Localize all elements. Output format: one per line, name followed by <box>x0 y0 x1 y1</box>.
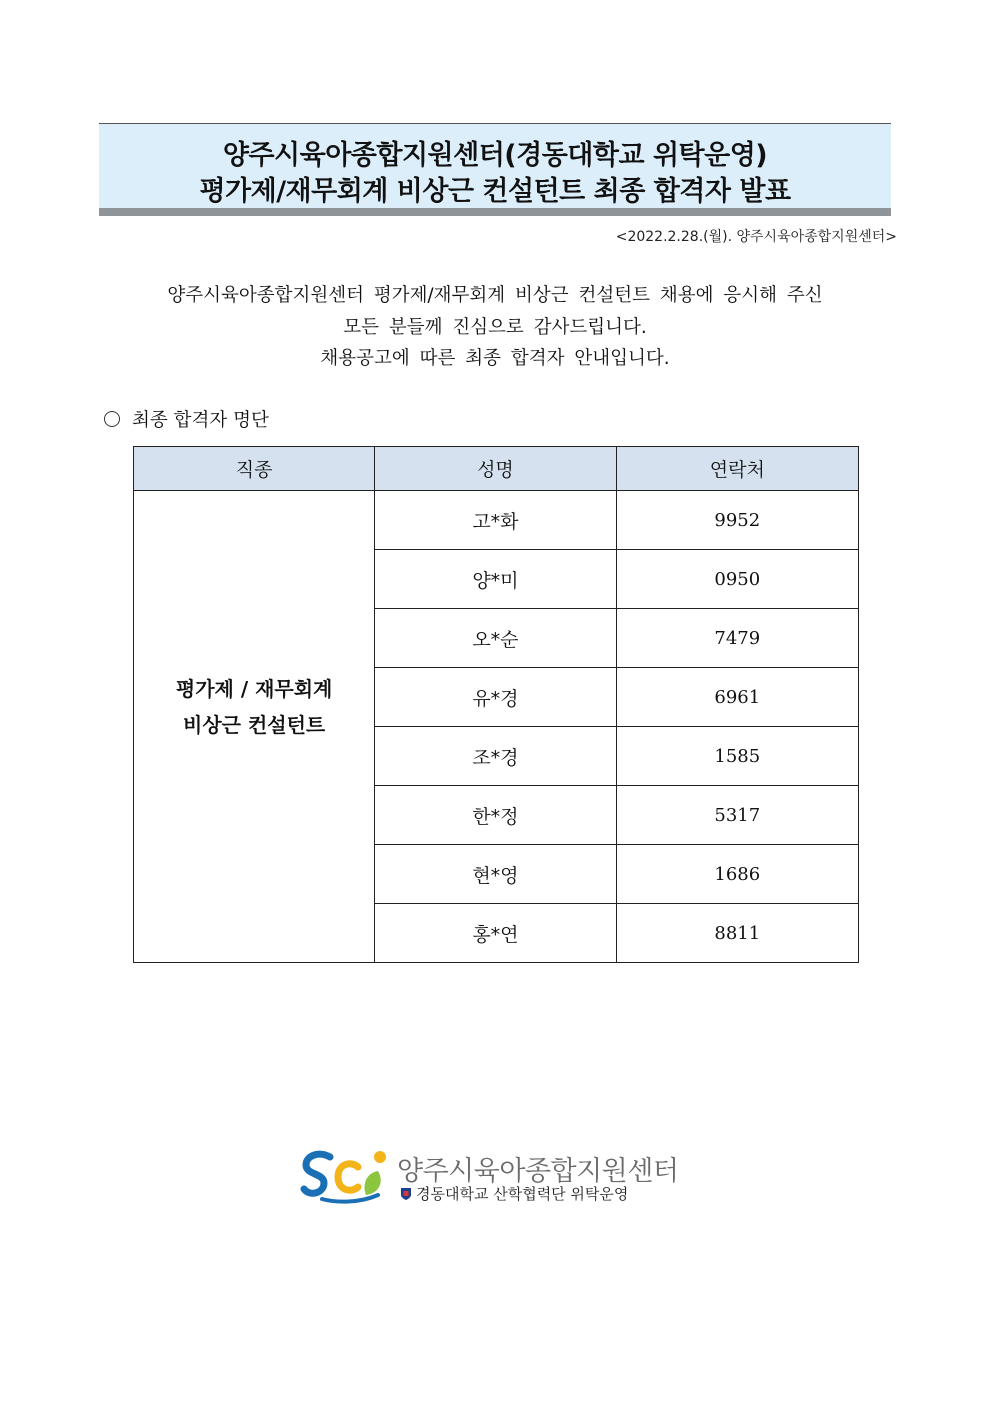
job-type-line-1: 평가제 / 재무회계 <box>175 676 333 701</box>
center-logo-mark-icon <box>300 1145 392 1205</box>
intro-line-2: 모든 분들께 진심으로 감사드립니다. <box>343 317 647 338</box>
candidate-name: 조*경 <box>375 727 616 786</box>
candidate-contact: 6961 <box>616 668 858 727</box>
candidate-name: 오*순 <box>375 609 616 668</box>
candidate-contact: 1585 <box>616 727 858 786</box>
page-title-line-1: 양주시육아종합지원센터(경동대학교 위탁운영) <box>222 140 768 171</box>
intro-line-3: 채용공고에 따른 최종 합격자 안내입니다. <box>320 348 670 369</box>
section-heading-label: 최종 합격자 명단 <box>132 410 269 431</box>
successful-candidates-table <box>133 446 859 963</box>
circle-bullet-icon <box>104 411 120 427</box>
candidate-contact: 9952 <box>616 491 858 550</box>
candidate-contact: 8811 <box>616 904 858 963</box>
candidate-contact: 7479 <box>616 609 858 668</box>
candidate-contact: 5317 <box>616 786 858 845</box>
job-type-cell <box>134 491 375 963</box>
date-issuer-line: <2022.2.28.(월). 양주시육아종합지원센터> <box>615 229 897 245</box>
operator-line <box>399 1183 628 1204</box>
job-type-line-2: 비상근 컨설턴트 <box>183 712 326 737</box>
university-seal-icon <box>399 1187 413 1201</box>
candidate-name: 현*영 <box>375 845 616 904</box>
page-title-line-2: 평가제/재무회계 비상근 컨설턴트 최종 합격자 발표 <box>199 176 791 207</box>
section-heading <box>104 406 269 432</box>
table-row <box>134 491 859 550</box>
candidate-contact: 0950 <box>616 550 858 609</box>
candidate-name: 한*정 <box>375 786 616 845</box>
intro-line-1: 양주시육아종합지원센터 평가제/재무회계 비상근 컨설턴트 채용에 응시해 주신 <box>167 285 823 306</box>
candidate-name: 고*화 <box>375 491 616 550</box>
header-contact: 연락처 <box>616 447 858 491</box>
table-header-row <box>134 447 859 491</box>
center-logo <box>300 1145 700 1207</box>
title-underline-bar <box>99 208 891 216</box>
candidate-name: 홍*연 <box>375 904 616 963</box>
title-banner <box>99 123 891 208</box>
header-name: 성명 <box>375 447 616 491</box>
candidate-name: 양*미 <box>375 550 616 609</box>
candidate-name: 유*경 <box>375 668 616 727</box>
candidate-contact: 1686 <box>616 845 858 904</box>
header-job-type: 직종 <box>134 447 375 491</box>
operator-text: 경동대학교 산학협력단 위탁운영 <box>416 1185 629 1203</box>
center-name: 양주시육아종합지원센터 <box>397 1156 679 1187</box>
